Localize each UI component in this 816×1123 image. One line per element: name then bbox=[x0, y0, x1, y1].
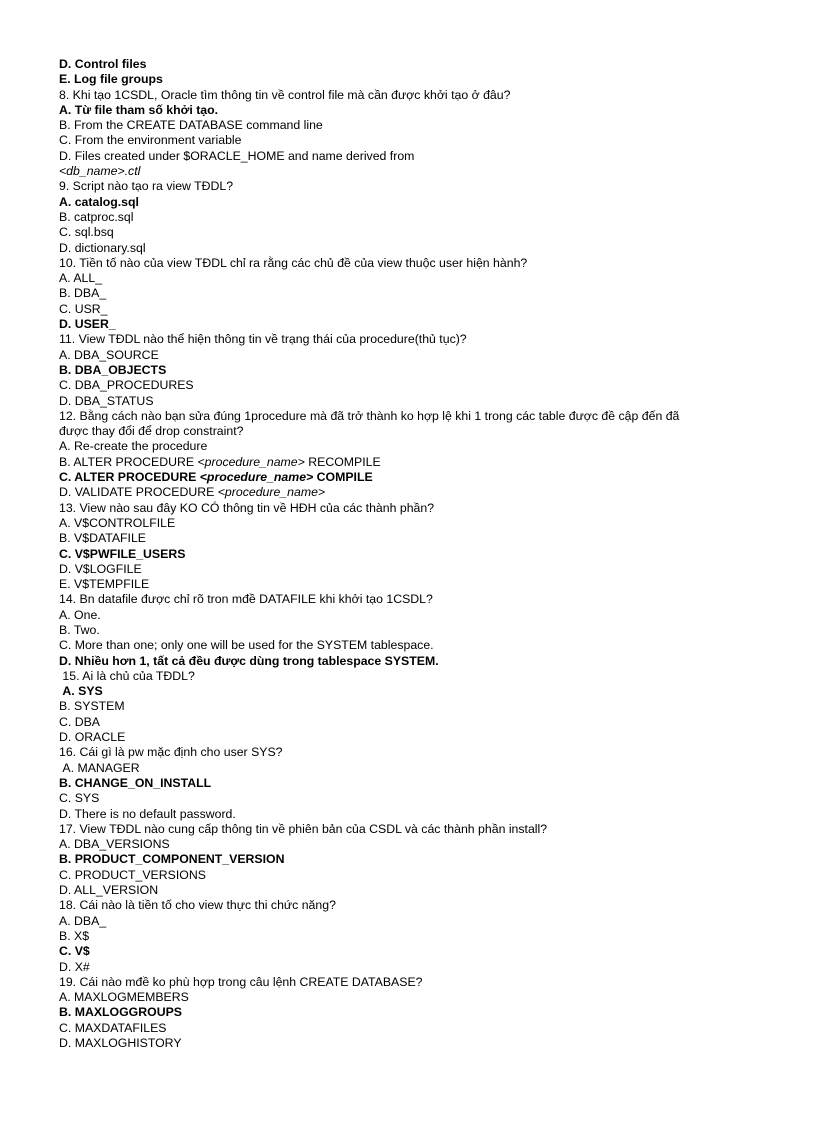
text-line: D. Control files bbox=[59, 57, 147, 71]
text-line: B. Two. bbox=[59, 622, 100, 637]
text-line: 14. Bn datafile được chỉ rõ tron mđề DATAFILE khi khởi tạo 1CSDL? bbox=[59, 592, 433, 607]
text-line: D. MAXLOGHISTORY bbox=[59, 1036, 182, 1050]
text-line: C. USR_ bbox=[59, 301, 108, 316]
text-line: C. MAXDATAFILES bbox=[59, 1020, 167, 1035]
text-line: 9. Script nào tạo ra view TĐDL? bbox=[59, 179, 234, 194]
text-line: D. V$LOGFILE bbox=[59, 561, 142, 576]
text-line: A. MAXLOGMEMBERS bbox=[59, 990, 189, 1005]
text-line: C. PRODUCT_VERSIONS bbox=[59, 867, 206, 882]
text-line: A. DBA_VERSIONS bbox=[59, 837, 170, 852]
text-line: C. SYS bbox=[59, 791, 100, 806]
quiz-text-body bbox=[59, 57, 759, 1051]
text-segment: B. ALTER PROCEDURE bbox=[59, 454, 198, 469]
text-segment: RECOMPILE bbox=[304, 454, 381, 469]
text-line: C. DBA_PROCEDURES bbox=[59, 378, 194, 393]
text-line: B. PRODUCT_COMPONENT_VERSION bbox=[59, 852, 285, 867]
text-line: D. DBA_STATUS bbox=[59, 393, 154, 408]
text-line bbox=[59, 455, 759, 470]
text-line: D. ALL_VERSION bbox=[59, 883, 159, 898]
text-line: D. There is no default password. bbox=[59, 806, 236, 821]
text-line: B. CHANGE_ON_INSTALL bbox=[59, 775, 212, 790]
text-line: C. sql.bsq bbox=[59, 225, 114, 240]
text-line: 18. Cái nào là tiền tố cho view thực thi chức năng? bbox=[59, 898, 336, 913]
text-line: C. DBA bbox=[59, 714, 100, 729]
procedure-name-placeholder: <procedure_name> bbox=[217, 485, 326, 500]
text-line: 13. View nào sau đây KO CÓ thông tin về HĐH của các thành phần? bbox=[59, 500, 435, 515]
text-line: 19. Cái nào mđề ko phù hợp trong câu lệnh CREATE DATABASE? bbox=[59, 974, 423, 989]
text-line: <db_name>.ctl bbox=[59, 164, 141, 179]
text-line: D. USER_ bbox=[59, 317, 116, 332]
text-line: được thay đổi để drop constraint? bbox=[59, 424, 244, 439]
text-line: A. Re-create the procedure bbox=[59, 439, 208, 454]
text-line: B. catproc.sql bbox=[59, 209, 134, 224]
text-line: E. V$TEMPFILE bbox=[59, 577, 150, 592]
text-line: D. Files created under $ORACLE_HOME and name derived from bbox=[59, 148, 415, 163]
text-line: C. V$ bbox=[59, 944, 90, 959]
text-line: 12. Bằng cách nào bạn sửa đúng 1procedure mà đã trở thành ko hợp lệ khi 1 trong các table được đề cập đến đã bbox=[59, 408, 680, 423]
text-line: B. MAXLOGGROUPS bbox=[59, 1005, 182, 1020]
text-line: C. From the environment variable bbox=[59, 133, 242, 148]
text-line: A. SYS bbox=[59, 684, 103, 699]
text-line: A. DBA_SOURCE bbox=[59, 347, 159, 362]
text-line: A. MANAGER bbox=[59, 760, 140, 775]
text-line: B. SYSTEM bbox=[59, 699, 125, 714]
text-line: A. V$CONTROLFILE bbox=[59, 515, 176, 530]
procedure-name-placeholder: <procedure_name> bbox=[199, 470, 314, 485]
text-line: 15. Ai là chủ của TĐDL? bbox=[59, 668, 195, 683]
text-line: 17. View TĐDL nào cung cấp thông tin về phiên bản của CSDL và các thành phần install? bbox=[59, 821, 548, 836]
text-line bbox=[59, 470, 759, 485]
text-line: E. Log file groups bbox=[59, 72, 163, 87]
text-line: 16. Cái gì là pw mặc định cho user SYS? bbox=[59, 745, 283, 760]
text-line: C. More than one; only one will be used for the SYSTEM tablespace. bbox=[59, 638, 434, 653]
text-line: 11. View TĐDL nào thể hiện thông tin về trạng thái của procedure(thủ tục)? bbox=[59, 332, 467, 347]
text-line: A. catalog.sql bbox=[59, 194, 139, 209]
text-line: D. ORACLE bbox=[59, 730, 126, 745]
text-line: B. From the CREATE DATABASE command line bbox=[59, 118, 323, 133]
text-line: A. One. bbox=[59, 607, 101, 622]
text-segment: D. VALIDATE PROCEDURE bbox=[59, 485, 218, 500]
procedure-name-placeholder: <procedure_name> bbox=[197, 454, 305, 469]
text-segment: C. ALTER PROCEDURE bbox=[59, 470, 200, 485]
text-line: D. Nhiều hơn 1, tất cả đều được dùng trong tablespace SYSTEM. bbox=[59, 653, 439, 668]
text-line: B. DBA_OBJECTS bbox=[59, 362, 167, 377]
text-line: A. Từ file tham số khởi tạo. bbox=[59, 102, 219, 117]
text-line: B. DBA_ bbox=[59, 286, 107, 301]
text-line: 8. Khi tạo 1CSDL, Oracle tìm thông tin về control file mà cần được khởi tạo ở đâu? bbox=[59, 87, 511, 102]
text-line: 10. Tiền tố nào của view TĐDL chỉ ra rằng các chủ đề của view thuộc user hiện hành? bbox=[59, 255, 528, 270]
text-segment: COMPILE bbox=[313, 470, 373, 485]
text-line: C. V$PWFILE_USERS bbox=[59, 546, 186, 561]
text-line: D. X# bbox=[59, 959, 90, 974]
text-line bbox=[59, 485, 759, 500]
text-line: B. X$ bbox=[59, 928, 90, 943]
text-line: B. V$DATAFILE bbox=[59, 531, 147, 546]
text-line: A. DBA_ bbox=[59, 913, 107, 928]
text-line: A. ALL_ bbox=[59, 271, 103, 286]
text-line: D. dictionary.sql bbox=[59, 240, 146, 255]
